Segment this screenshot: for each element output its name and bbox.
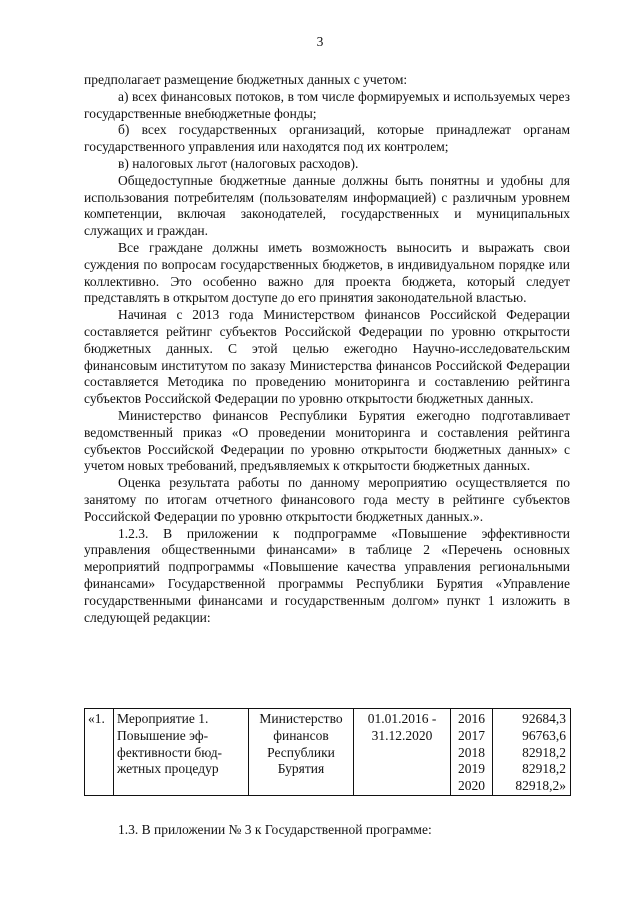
year: 2020 [458, 778, 485, 794]
executor-line: финансов [273, 727, 329, 743]
paragraph: Министерство финансов Республики Бурятия ежегодно подготавливает ведомственный приказ «О проведении мониторинга и составления рейтинга субъектов Российской Федерации по уровню открытости бюджетных данных» с учетом новых требований, предъявляемых к открытости бюджетных данных. [84, 407, 570, 474]
activity-name-cell [114, 709, 249, 796]
amount: 82918,2» [515, 778, 566, 794]
period-line: 01.01.2016 - [367, 711, 437, 726]
year: 2019 [458, 761, 485, 777]
executor-line: Республики [267, 744, 335, 760]
executor-line: Бурятия [277, 761, 325, 777]
paragraph: Оценка результата работы по данному мероприятию осуществляется по занятому по итогам отчетного финансового года месту в рейтинге субъектов Российской Федерации по уровню открытости бюджетных данных.». [84, 475, 570, 524]
amount: 92684,3 [522, 711, 566, 726]
executor-cell [249, 709, 354, 796]
years-cell [451, 709, 493, 796]
year: 2017 [458, 727, 485, 743]
paragraph: 1.2.3. В приложении к подпрограмме «Повышение эффективности управления общественными финансами» в таблице 2 «Перечень основных мероприятий подпрограммы «Повышение качества управления региональными финансами» Государственной программы Республики Бурятия «Управление государственными финансами и государственным долгом» пункт 1 изложить в следующей редакции: [84, 525, 570, 625]
activity-name-line: Мероприятие 1. [117, 711, 209, 726]
table-row [85, 709, 571, 796]
year: 2018 [458, 744, 485, 760]
amount: 96763,6 [522, 727, 566, 743]
activity-name-line: фективности бюд- [117, 744, 223, 760]
executor-line: Министерство [259, 711, 343, 726]
page-number: 3 [316, 34, 324, 49]
list-item-b: б) всех государственных организаций, которые принадлежат органам государственного управления или находятся под их контролем; [84, 122, 570, 155]
paragraph: Начиная с 2013 года Министерством финансов Российской Федерации составляется рейтинг субъектов Российской Федерации по уровню открытости бюджетных данных. С этой целью ежегодно Научно-исследовательским финансовым институтом по заказу Министерства финансов Российской Федерации составляется Методика по проведению мониторинга и составлению рейтинга субъектов Российской Федерации по уровню открытости бюджетных данных. [84, 307, 570, 407]
period-line: 31.12.2020 [371, 727, 433, 743]
item-number: «1. [88, 711, 105, 726]
activity-name-line: Повышение эф- [117, 727, 209, 743]
item-number-cell [85, 709, 114, 796]
amount: 82918,2 [522, 761, 566, 777]
paragraph: предполагает размещение бюджетных данных с учетом: [84, 72, 408, 87]
activity-name-line: жетных процедур [117, 761, 219, 777]
list-item-v: в) налоговых льгот (налоговых расходов). [118, 155, 359, 171]
list-item-a: а) всех финансовых потоков, в том числе формируемых и используемых через государственные внебюджетные фонды; [84, 88, 570, 121]
activity-table [84, 708, 571, 796]
paragraph: Все граждане должны иметь возможность выносить и выражать свои суждения по вопросам государственных бюджетов, в индивидуальном порядке или коллективно. Это особенно важно для проекта бюджета, который следует представлять в открытом доступе до его принятия законодательной властью. [84, 239, 570, 306]
closing-paragraph: 1.3. В приложении № 3 к Государственной программе: [118, 822, 432, 837]
period-cell [354, 709, 451, 796]
amount: 82918,2 [522, 744, 566, 760]
amounts-cell [493, 709, 571, 796]
paragraph: Общедоступные бюджетные данные должны быть понятны и удобны для использования потребителям (пользователям информацией) с различным уровнем компетенции, включая законодателей, государственных и муниципальных служащих и граждан. [84, 172, 570, 239]
body-text [84, 72, 570, 626]
year: 2016 [458, 711, 485, 726]
